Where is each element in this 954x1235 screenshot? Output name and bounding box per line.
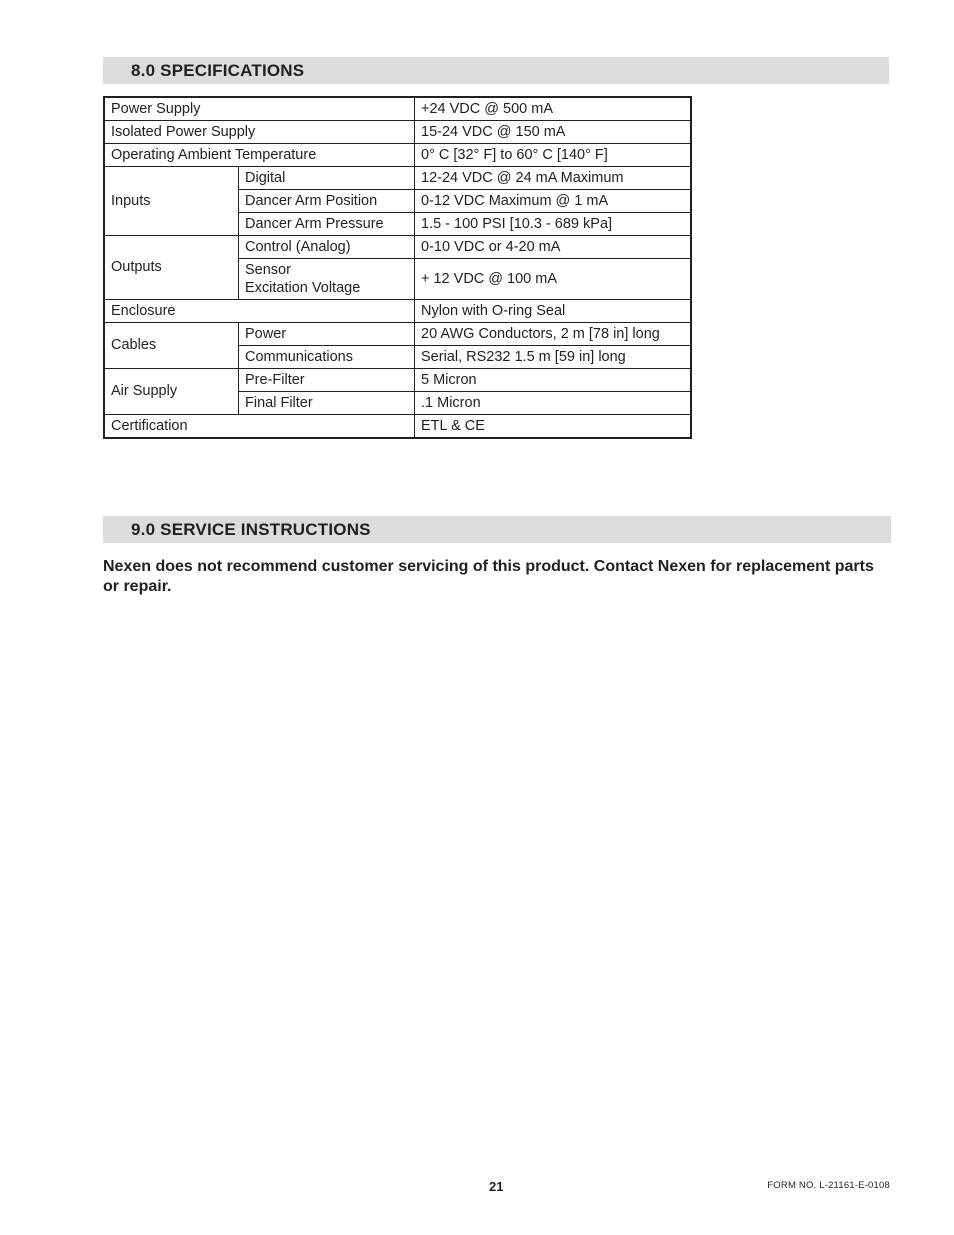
form-number: FORM NO. L-21161-E-0108 [767,1180,890,1191]
specifications-title: 8.0 SPECIFICATIONS [131,60,305,80]
service-instructions-title: 9.0 SERVICE INSTRUCTIONS [131,519,371,539]
page-number: 21 [489,1179,504,1194]
table-row [104,236,691,259]
spec-value: +24 VDC @ 500 mA [415,97,692,121]
table-row [104,369,691,392]
spec-value: .1 Micron [415,392,692,415]
spec-value: Nylon with O-ring Seal [415,300,692,323]
spec-label: Isolated Power Supply [104,121,415,144]
spec-sublabel: Digital [239,167,415,190]
service-instructions-header [103,516,891,543]
spec-value: 0° C [32° F] to 60° C [140° F] [415,144,692,167]
spec-value: 20 AWG Conductors, 2 m [78 in] long [415,323,692,346]
spec-group-label: Cables [104,323,239,369]
table-row [104,97,691,121]
spec-label: Certification [104,415,415,439]
spec-sublabel-line: Excitation Voltage [245,280,361,296]
specifications-table [103,96,692,439]
table-row [104,121,691,144]
specifications-header [103,57,889,84]
spec-sublabel: Communications [239,346,415,369]
spec-label: Enclosure [104,300,415,323]
table-row [104,167,691,190]
spec-value: 0-10 VDC or 4-20 mA [415,236,692,259]
table-row [104,144,691,167]
spec-group-label: Outputs [104,236,239,300]
spec-value: + 12 VDC @ 100 mA [415,259,692,300]
spec-value: Serial, RS232 1.5 m [59 in] long [415,346,692,369]
spec-sublabel-line: Sensor [245,262,291,278]
spec-label: Operating Ambient Temperature [104,144,415,167]
table-row [104,323,691,346]
table-row [104,300,691,323]
service-notice: Nexen does not recommend customer servicing of this product. Contact Nexen for replacement parts or repair. [103,558,874,595]
spec-group-label: Air Supply [104,369,239,415]
spec-sublabel: Dancer Arm Pressure [239,213,415,236]
spec-value: 0-12 VDC Maximum @ 1 mA [415,190,692,213]
spec-value: 15-24 VDC @ 150 mA [415,121,692,144]
spec-sublabel [239,259,415,300]
spec-sublabel: Dancer Arm Position [239,190,415,213]
spec-sublabel: Pre-Filter [239,369,415,392]
spec-value: 12-24 VDC @ 24 mA Maximum [415,167,692,190]
spec-value: ETL & CE [415,415,692,439]
spec-sublabel: Final Filter [239,392,415,415]
spec-sublabel: Power [239,323,415,346]
spec-value: 1.5 - 100 PSI [10.3 - 689 kPa] [415,213,692,236]
spec-value: 5 Micron [415,369,692,392]
spec-sublabel: Control (Analog) [239,236,415,259]
spec-label: Power Supply [104,97,415,121]
spec-group-label: Inputs [104,167,239,236]
table-row [104,415,691,439]
